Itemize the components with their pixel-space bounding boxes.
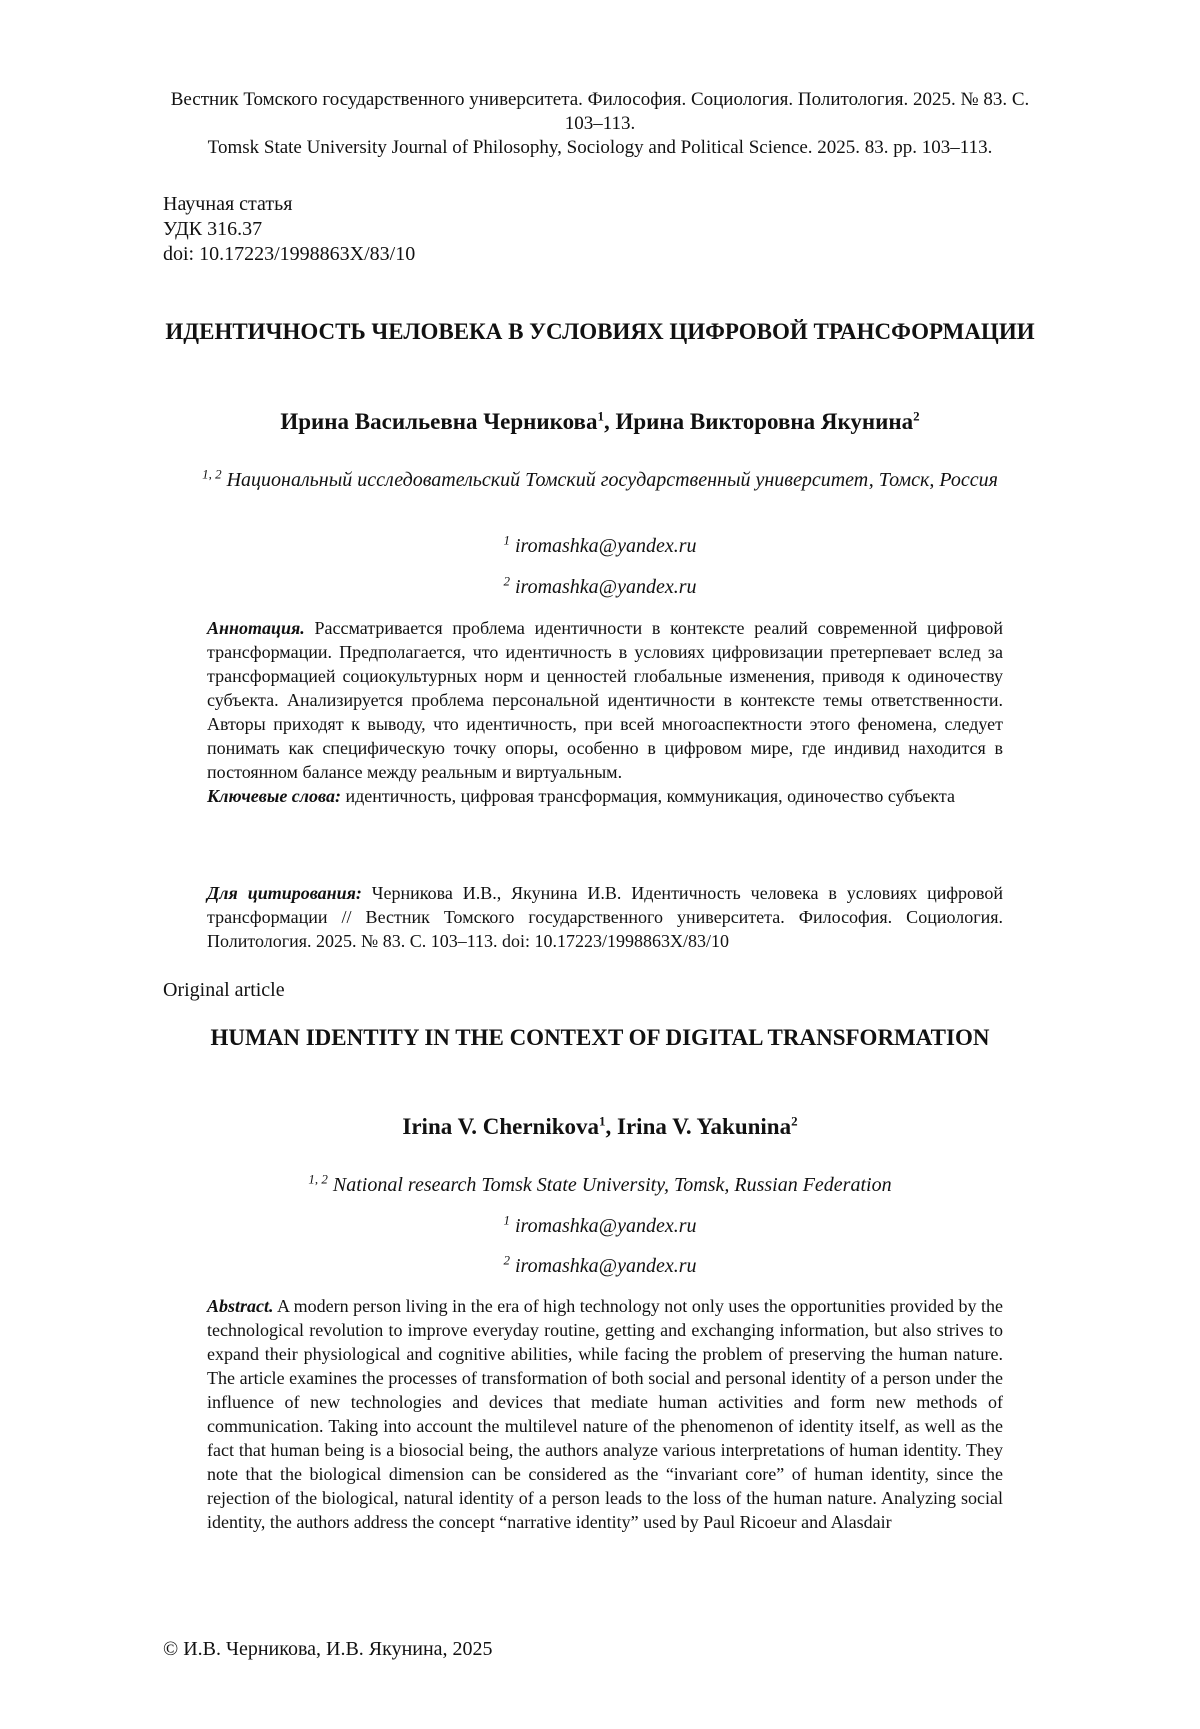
author-2-en: Irina V. Yakunina: [617, 1114, 792, 1139]
journal-header: [150, 88, 1050, 160]
email-1-link[interactable]: iromashka@yandex.ru: [514, 1215, 697, 1237]
citation-label-ru: Для цитирования:: [207, 883, 362, 903]
author-1-ru: Ирина Васильевна Черникова: [280, 409, 598, 434]
email-2-link[interactable]: iromashka@yandex.ru: [514, 576, 697, 598]
email-sup: 2: [503, 1252, 510, 1268]
copyright: © И.В. Черникова, И.В. Якунина, 2025: [163, 1638, 493, 1660]
abstract-text-ru: Рассматривается проблема идентичности в контексте реалий современной цифровой трансформации. Предполагается, что идентичность в условиях цифровизации претерпевает вслед за трансформацией социокультурных норм и ценностей глобальные изменения, приводя к одиночеству субъекта. Анализируется проблема персональной идентичности в контексте темы ответственности. Авторы приходят к выводу, что идентичность, при всей многоаспектности этого феномена, следует понимать как специфическую точку опоры, особенно в цифровом мире, где индивид находится в постоянном балансе между реальным и виртуальным.: [207, 618, 1003, 782]
abstract-label-ru: Аннотация.: [207, 618, 305, 638]
email-1-ru: [200, 533, 1000, 559]
author-1-sup: 1: [599, 1113, 606, 1129]
author-separator: ,: [603, 409, 616, 434]
journal-header-ru: Вестник Томского государственного университета. Философия. Социология. Политология. 2025. № 83. С. 103–113.: [170, 89, 1030, 134]
affiliation-en: [200, 1172, 1000, 1198]
author-1-en: Irina V. Chernikova: [402, 1114, 600, 1139]
abstract-ru: [207, 616, 1003, 808]
author-1-sup: 1: [597, 408, 604, 424]
affiliation-sup: 1, 2: [202, 466, 222, 482]
email-2-en: [200, 1253, 1000, 1279]
affiliation-text-ru: Национальный исследовательский Томский государственный университет, Томск, Россия: [226, 469, 998, 491]
email-sup: 2: [503, 573, 510, 589]
affiliation-text-en: National research Tomsk State University, Tomsk, Russian Federation: [332, 1174, 892, 1196]
abstract-en: [207, 1294, 1003, 1534]
title-ru: ИДЕНТИЧНОСТЬ ЧЕЛОВЕКА В УСЛОВИЯХ ЦИФРОВОЙ ТРАНСФОРМАЦИИ: [165, 319, 1035, 344]
journal-header-en: Tomsk State University Journal of Philosophy, Sociology and Political Science. 2025. 83. pp. 103–113.: [207, 137, 993, 158]
keywords-text-ru: идентичность, цифровая трансформация, коммуникация, одиночество субъекта: [340, 786, 955, 806]
udk: УДК 316.37: [163, 218, 263, 240]
author-2-ru: Ирина Викторовна Якунина: [615, 409, 914, 434]
author-2-sup: 2: [791, 1113, 798, 1129]
title-en: HUMAN IDENTITY IN THE CONTEXT OF DIGITAL TRANSFORMATION: [210, 1025, 990, 1050]
article-meta: [163, 192, 415, 267]
citation-ru: [207, 881, 1003, 953]
email-2-link[interactable]: iromashka@yandex.ru: [514, 1255, 697, 1277]
email-sup: 1: [503, 1212, 510, 1228]
affiliation-ru: [200, 467, 1000, 493]
author-separator: ,: [605, 1114, 618, 1139]
email-sup: 1: [503, 532, 510, 548]
doi: doi: 10.17223/1998863X/83/10: [163, 243, 416, 265]
abstract-label-en: Abstract.: [207, 1296, 274, 1316]
email-1-link[interactable]: iromashka@yandex.ru: [514, 535, 697, 557]
authors-ru: [150, 407, 1050, 437]
affiliation-sup: 1, 2: [308, 1171, 328, 1187]
abstract-text-en: A modern person living in the era of high technology not only uses the opportunities provided by the technological revolution to improve everyday routine, getting and exchanging information, but also strives to expand their physiological and cognitive abilities, while facing the problem of preserving the human nature. The article examines the processes of transformation of both social and personal identity of a person under the influence of new technologies and devices that mediate human activities and form new methods of communication. Taking into account the multilevel nature of the phenomenon of identity itself, as well as the fact that human being is a biosocial being, the authors analyze various interpretations of human identity. They note that the biological dimension can be considered as the “invariant core” of human identity, since the rejection of the biological, natural identity of a person leads to the loss of the human nature. Analyzing social identity, the authors address the concept “narrative identity” used by Paul Ricoeur and Alasdair: [207, 1296, 1003, 1532]
email-1-en: [200, 1213, 1000, 1239]
article-type: Научная статья: [163, 193, 293, 215]
email-2-ru: [200, 574, 1000, 600]
keywords-label-ru: Ключевые слова:: [207, 786, 341, 806]
author-2-sup: 2: [913, 408, 920, 424]
article-type-en: Original article: [163, 979, 285, 1001]
authors-en: [150, 1112, 1050, 1142]
citation-text-ru: Черникова И.В., Якунина И.В. Идентичность человека в условиях цифровой трансформации // Вестник Томского государственного университета. Философия. Социология. Политология. 2025. № 83. С. 103–113. doi: 10.17223/1998863X/83/10: [207, 883, 1004, 951]
